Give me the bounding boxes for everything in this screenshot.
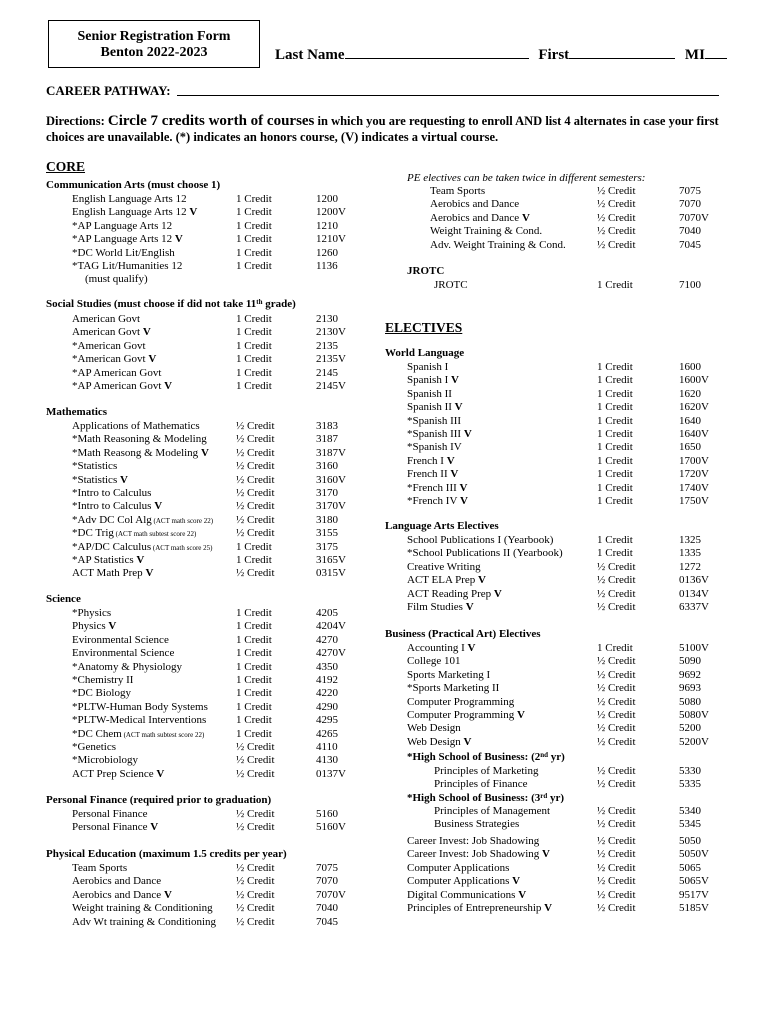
course-code: 2135V bbox=[316, 353, 346, 366]
course-name: Principles of Finance bbox=[434, 778, 528, 791]
category-personal-finance: Personal Finance (required prior to graduation) bbox=[46, 794, 272, 806]
course-code: 5160 bbox=[316, 808, 338, 820]
course-code: 5065 bbox=[679, 861, 701, 874]
course-name: Sports Marketing I bbox=[407, 668, 491, 681]
course-credit: ½ Credit bbox=[597, 211, 636, 224]
course-code: 1640V bbox=[679, 428, 709, 440]
course-code: 3155 bbox=[316, 527, 338, 540]
course-code: 5100V bbox=[679, 642, 709, 654]
course-code: 4204V bbox=[316, 620, 346, 633]
category-hsb-2nd-year: *High School of Business: (2nd yr) bbox=[407, 751, 565, 763]
course-credit: 1 Credit bbox=[597, 428, 633, 440]
course-credit: ½ Credit bbox=[597, 765, 636, 777]
course-name: *American Govt bbox=[72, 339, 146, 352]
course-name: *Anatomy & Physiology bbox=[72, 660, 183, 673]
course-code: 1720V bbox=[679, 468, 709, 481]
course-name: *DC Trig (ACT math subtest score 22) bbox=[72, 527, 197, 540]
course-name: Spanish II bbox=[407, 387, 452, 400]
course-name: *Physics bbox=[72, 607, 112, 619]
course-code: 7070V bbox=[679, 211, 709, 224]
course-name: (must qualify) bbox=[85, 273, 148, 286]
course-credit: 1 Credit bbox=[236, 313, 272, 325]
course-code: 5065V bbox=[679, 875, 709, 888]
career-pathway bbox=[46, 83, 171, 99]
course-credit: ½ Credit bbox=[597, 198, 636, 211]
course-credit: ½ Credit bbox=[236, 902, 275, 915]
course-name: Computer Programming bbox=[407, 695, 515, 708]
course-name: English Language Arts 12 V bbox=[72, 206, 198, 219]
course-credit: ½ Credit bbox=[597, 668, 636, 681]
course-code: 7040 bbox=[316, 902, 338, 915]
category-physical-education: Physical Education (maximum 1.5 credits per year) bbox=[46, 848, 287, 860]
course-name: Spanish I V bbox=[407, 374, 459, 387]
course-credit: 1 Credit bbox=[236, 366, 272, 379]
course-credit: ½ Credit bbox=[236, 433, 275, 446]
course-name: Creative Writing bbox=[407, 560, 481, 573]
course-credit: 1 Credit bbox=[236, 339, 272, 352]
course-code: 3160 bbox=[316, 460, 338, 473]
course-name: Principles of Management bbox=[434, 805, 551, 817]
course-code: 5340 bbox=[679, 805, 701, 817]
course-credit: ½ Credit bbox=[597, 875, 636, 888]
course-credit: 1 Credit bbox=[236, 660, 272, 673]
course-credit: 1 Credit bbox=[597, 361, 633, 373]
course-code: 3183 bbox=[316, 420, 338, 432]
course-name: *PLTW-Human Body Systems bbox=[72, 700, 208, 713]
course-name: Computer Programming V bbox=[407, 709, 525, 721]
electives-heading: ELECTIVES bbox=[385, 320, 463, 335]
course-code: 3170 bbox=[316, 487, 338, 499]
core-heading: CORE bbox=[46, 159, 86, 174]
course-code: 5050 bbox=[679, 835, 701, 847]
course-code: 7070 bbox=[316, 875, 338, 888]
course-credit: ½ Credit bbox=[597, 709, 636, 721]
course-name: Applications of Mathematics bbox=[72, 420, 200, 432]
course-name: Aerobics and Dance bbox=[430, 198, 520, 211]
course-code: 7045 bbox=[316, 915, 338, 928]
course-name: Career Invest: Job Shadowing V bbox=[407, 848, 550, 861]
course-credit: ½ Credit bbox=[597, 722, 636, 735]
course-credit: ½ Credit bbox=[597, 805, 636, 817]
course-credit: ½ Credit bbox=[236, 487, 275, 499]
category-language-arts-electives: Language Arts Electives bbox=[385, 520, 499, 532]
course-code: 1750V bbox=[679, 495, 709, 507]
course-credit: ½ Credit bbox=[236, 754, 275, 767]
course-name: Aerobics and Dance bbox=[72, 875, 162, 888]
course-name: *French IV V bbox=[407, 495, 468, 507]
course-name: *DC Biology bbox=[72, 687, 131, 700]
course-code: 1210V bbox=[316, 233, 346, 246]
jrotc-heading: JROTC bbox=[407, 265, 445, 277]
course-name: Accounting I V bbox=[407, 642, 476, 654]
course-name: Personal Finance bbox=[72, 808, 148, 820]
course-name: Environmental Science bbox=[72, 647, 175, 660]
course-name: *PLTW-Medical Interventions bbox=[72, 714, 207, 727]
course-credit: ½ Credit bbox=[236, 767, 275, 780]
course-credit: 1 Credit bbox=[597, 279, 633, 291]
course-code: 1740V bbox=[679, 481, 709, 494]
course-credit: ½ Credit bbox=[597, 238, 636, 251]
course-name: Personal Finance V bbox=[72, 821, 159, 834]
course-name: American Govt bbox=[72, 313, 141, 325]
course-code: 3187 bbox=[316, 433, 338, 446]
course-name: Weight training & Conditioning bbox=[72, 902, 213, 915]
course-credit: ½ Credit bbox=[597, 818, 636, 831]
course-name: JROTC bbox=[434, 279, 468, 291]
course-code: 4290 bbox=[316, 700, 338, 713]
course-code: 2130V bbox=[316, 326, 346, 339]
course-name: ACT Math Prep V bbox=[72, 567, 154, 580]
course-name: Film Studies V bbox=[407, 601, 474, 613]
course-credit: 1 Credit bbox=[236, 687, 272, 700]
course-credit: 1 Credit bbox=[236, 246, 272, 259]
course-name: Digital Communications V bbox=[407, 888, 527, 901]
course-credit: ½ Credit bbox=[236, 513, 275, 526]
course-credit: 1 Credit bbox=[236, 700, 272, 713]
course-code: 4265 bbox=[316, 727, 338, 740]
course-credit: ½ Credit bbox=[236, 888, 275, 901]
course-credit: ½ Credit bbox=[236, 862, 275, 874]
career-pathway-field[interactable] bbox=[177, 95, 719, 96]
course-name: *DC Chem (ACT math subtest score 22) bbox=[72, 727, 205, 740]
course-code: 0136V bbox=[679, 574, 709, 587]
course-code: 3170V bbox=[316, 500, 346, 513]
course-name: *Statistics bbox=[72, 460, 118, 473]
course-credit: 1 Credit bbox=[236, 260, 272, 272]
course-credit: 1 Credit bbox=[597, 468, 633, 481]
course-code: 1260 bbox=[316, 246, 338, 259]
course-credit: ½ Credit bbox=[597, 655, 636, 668]
course-code: 5200 bbox=[679, 722, 701, 735]
course-name: Adv Wt training & Conditioning bbox=[72, 915, 217, 928]
course-code: 1210 bbox=[316, 219, 338, 232]
category-communication-arts: Communication Arts (must choose 1) bbox=[46, 179, 221, 191]
course-credit: ½ Credit bbox=[236, 875, 275, 888]
mi-label: MI bbox=[684, 47, 705, 63]
course-code: 3180 bbox=[316, 513, 338, 526]
course-credit: 1 Credit bbox=[236, 353, 272, 366]
course-code: 2135 bbox=[316, 339, 338, 352]
course-credit: 1 Credit bbox=[597, 401, 633, 414]
course-credit: 1 Credit bbox=[236, 380, 272, 392]
course-credit: ½ Credit bbox=[236, 915, 275, 928]
course-code: 5080 bbox=[679, 695, 701, 708]
course-code: 9692 bbox=[679, 668, 701, 681]
category-hsb-3rd-year: *High School of Business: (3rd yr) bbox=[407, 792, 565, 804]
course-name: Web Design bbox=[407, 722, 461, 735]
course-credit: ½ Credit bbox=[236, 821, 275, 834]
course-name: Principles of Entrepreneurship V bbox=[407, 902, 553, 914]
course-code: 3175 bbox=[316, 540, 338, 553]
course-credit: 1 Credit bbox=[236, 206, 272, 219]
course-name: *Adv DC Col Alg (ACT math score 22) bbox=[72, 513, 214, 526]
course-credit: 1 Credit bbox=[597, 481, 633, 494]
course-code: 1620V bbox=[679, 401, 709, 414]
first-name-field[interactable] bbox=[569, 58, 675, 59]
course-name: Web Design V bbox=[407, 735, 472, 748]
pe-note: PE electives can be taken twice in different semesters: bbox=[407, 172, 646, 184]
course-credit: ½ Credit bbox=[597, 682, 636, 695]
course-code: 5335 bbox=[679, 778, 701, 791]
course-name: *Chemistry II bbox=[72, 674, 134, 686]
course-name: *AP Language Arts 12 V bbox=[72, 233, 183, 246]
course-code: 7075 bbox=[679, 185, 701, 197]
course-credit: ½ Credit bbox=[597, 695, 636, 708]
course-code: 4350 bbox=[316, 660, 338, 673]
course-credit: ½ Credit bbox=[236, 500, 275, 513]
course-credit: ½ Credit bbox=[597, 848, 636, 861]
course-name: Career Invest: Job Shadowing bbox=[407, 835, 540, 847]
course-code: 1200V bbox=[316, 206, 346, 219]
course-code: 1136 bbox=[316, 260, 338, 272]
course-credit: ½ Credit bbox=[236, 420, 275, 432]
course-name: Evironmental Science bbox=[72, 633, 169, 646]
course-credit: 1 Credit bbox=[236, 620, 272, 633]
name-fields bbox=[275, 47, 727, 64]
course-name: Weight Training & Cond. bbox=[430, 225, 543, 238]
course-credit: ½ Credit bbox=[597, 225, 636, 238]
course-credit: ½ Credit bbox=[597, 601, 636, 613]
course-code: 7045 bbox=[679, 238, 701, 251]
course-code: 2145 bbox=[316, 366, 338, 379]
course-name: *Spanish III V bbox=[407, 428, 472, 440]
course-name: *Intro to Calculus V bbox=[72, 500, 163, 513]
course-name: French I V bbox=[407, 454, 455, 467]
course-name: *DC World Lit/English bbox=[72, 246, 175, 259]
course-name: ACT Prep Science V bbox=[72, 767, 165, 780]
course-code: 6337V bbox=[679, 601, 709, 613]
directions-emphasis: Circle 7 credits worth of courses bbox=[107, 113, 315, 129]
course-code: 2145V bbox=[316, 380, 346, 392]
form-year: Benton 2022-2023 bbox=[100, 45, 208, 60]
course-credit: 1 Credit bbox=[597, 642, 633, 654]
directions-label: Directions: bbox=[46, 114, 105, 128]
course-name: *AP/DC Calculus (ACT math score 25) bbox=[72, 540, 213, 553]
course-name: *Statistics V bbox=[72, 473, 128, 486]
last-name-label: Last Name bbox=[275, 47, 345, 63]
course-credit: 1 Credit bbox=[236, 219, 272, 232]
course-credit: 1 Credit bbox=[236, 714, 272, 727]
course-code: 1335 bbox=[679, 547, 701, 560]
course-name: English Language Arts 12 bbox=[72, 193, 187, 205]
course-name: *AP American Govt V bbox=[72, 380, 173, 392]
course-code: 9693 bbox=[679, 682, 701, 695]
course-code: 3160V bbox=[316, 473, 346, 486]
course-name: *French III V bbox=[407, 481, 468, 494]
course-code: 4270 bbox=[316, 633, 338, 646]
course-credit: 1 Credit bbox=[597, 534, 633, 546]
course-code: 5200V bbox=[679, 735, 709, 748]
course-code: 1600 bbox=[679, 361, 701, 373]
course-code: 7075 bbox=[316, 862, 338, 874]
course-name: Adv. Weight Training & Cond. bbox=[430, 238, 566, 251]
form-title-box bbox=[48, 20, 260, 68]
course-credit: 1 Credit bbox=[236, 193, 272, 205]
course-name: Business Strategies bbox=[434, 818, 520, 831]
mi-field[interactable] bbox=[705, 58, 727, 59]
course-code: 1272 bbox=[679, 560, 701, 573]
course-name: Principles of Marketing bbox=[434, 765, 539, 777]
course-code: 0134V bbox=[679, 587, 709, 600]
course-name: *Genetics bbox=[72, 741, 116, 753]
course-credit: ½ Credit bbox=[236, 808, 275, 820]
course-code: 2130 bbox=[316, 313, 338, 325]
course-credit: ½ Credit bbox=[597, 861, 636, 874]
course-credit: 1 Credit bbox=[236, 647, 272, 660]
last-name-field[interactable] bbox=[345, 58, 529, 59]
category-world-language: World Language bbox=[385, 347, 465, 359]
course-code: 1620 bbox=[679, 387, 701, 400]
directions-text: in which you are requesting to enroll AND list 4 alternates in case your first choices are unavailable. (*) indicates an honors course, (V) indicates a virtual course. bbox=[46, 114, 719, 144]
course-credit: 1 Credit bbox=[597, 374, 633, 387]
course-code: 7070V bbox=[316, 888, 346, 901]
course-code: 1600V bbox=[679, 374, 709, 387]
course-name: College 101 bbox=[407, 655, 461, 668]
course-credit: ½ Credit bbox=[236, 460, 275, 473]
category-mathematics: Mathematics bbox=[46, 406, 108, 418]
course-credit: 1 Credit bbox=[236, 233, 272, 246]
course-credit: 1 Credit bbox=[236, 727, 272, 740]
course-name: ACT Reading Prep V bbox=[407, 587, 502, 600]
course-code: 4295 bbox=[316, 714, 338, 727]
course-code: 7100 bbox=[679, 279, 701, 291]
course-credit: ½ Credit bbox=[236, 527, 275, 540]
course-name: *Sports Marketing II bbox=[407, 682, 500, 695]
course-code: 1325 bbox=[679, 534, 701, 546]
course-code: 1700V bbox=[679, 454, 709, 467]
course-name: American Govt V bbox=[72, 326, 151, 339]
course-code: 5185V bbox=[679, 902, 709, 914]
course-code: 4205 bbox=[316, 607, 338, 619]
course-credit: ½ Credit bbox=[597, 560, 636, 573]
course-code: 0137V bbox=[316, 767, 346, 780]
course-credit: ½ Credit bbox=[597, 735, 636, 748]
course-name: Team Sports bbox=[72, 862, 128, 874]
form-title: Senior Registration Form bbox=[77, 29, 231, 44]
course-credit: 1 Credit bbox=[236, 607, 272, 619]
course-name: *Microbiology bbox=[72, 754, 138, 767]
course-name: Computer Applications bbox=[407, 861, 510, 874]
course-name: Physics V bbox=[72, 620, 117, 633]
first-name-label: First bbox=[538, 47, 570, 63]
course-credit: ½ Credit bbox=[597, 902, 636, 914]
course-name: ACT ELA Prep V bbox=[407, 574, 486, 587]
course-name: Aerobics and Dance V bbox=[430, 211, 530, 224]
course-name: *Spanish III bbox=[407, 414, 462, 427]
course-credit: ½ Credit bbox=[597, 835, 636, 847]
course-credit: ½ Credit bbox=[597, 185, 636, 197]
course-code: 0315V bbox=[316, 567, 346, 580]
course-code: 3165V bbox=[316, 554, 346, 566]
course-credit: ½ Credit bbox=[597, 574, 636, 587]
course-credit: ½ Credit bbox=[597, 587, 636, 600]
course-name: Spanish II V bbox=[407, 401, 463, 414]
course-credit: 1 Credit bbox=[597, 547, 633, 560]
course-credit: 1 Credit bbox=[236, 633, 272, 646]
course-code: 4220 bbox=[316, 687, 338, 700]
course-credit: ½ Credit bbox=[236, 473, 275, 486]
course-credit: ½ Credit bbox=[597, 778, 636, 791]
category-business-electives: Business (Practical Art) Electives bbox=[385, 628, 541, 640]
category-science: Science bbox=[46, 593, 81, 605]
course-code: 5090 bbox=[679, 655, 701, 668]
course-name: *Math Reasoning & Modeling bbox=[72, 433, 207, 446]
course-credit: 1 Credit bbox=[597, 414, 633, 427]
course-name: *AP Language Arts 12 bbox=[72, 219, 173, 232]
course-name: *AP American Govt bbox=[72, 366, 162, 379]
course-name: Team Sports bbox=[430, 185, 486, 197]
course-name: *Intro to Calculus bbox=[72, 487, 152, 499]
course-code: 1640 bbox=[679, 414, 701, 427]
course-code: 4192 bbox=[316, 674, 338, 686]
course-credit: ½ Credit bbox=[236, 741, 275, 753]
course-name: *American Govt V bbox=[72, 353, 157, 366]
course-name: French II V bbox=[407, 468, 459, 481]
course-code: 5080V bbox=[679, 709, 709, 721]
course-credit: 1 Credit bbox=[597, 495, 633, 507]
course-code: 1200 bbox=[316, 193, 338, 205]
course-credit: 1 Credit bbox=[236, 326, 272, 339]
career-pathway-label: CAREER PATHWAY: bbox=[46, 83, 171, 98]
course-credit: ½ Credit bbox=[236, 567, 275, 580]
course-code: 9517V bbox=[679, 888, 709, 901]
course-credit: ½ Credit bbox=[236, 446, 275, 459]
course-name: School Publications I (Yearbook) bbox=[407, 534, 554, 546]
course-credit: 1 Credit bbox=[597, 441, 633, 454]
course-name: Computer Applications V bbox=[407, 875, 521, 888]
course-credit: 1 Credit bbox=[597, 454, 633, 467]
directions bbox=[46, 113, 726, 145]
course-code: 5330 bbox=[679, 765, 701, 777]
course-code: 5050V bbox=[679, 848, 709, 861]
course-code: 4270V bbox=[316, 647, 346, 660]
course-name: *School Publications II (Yearbook) bbox=[407, 547, 563, 560]
course-name: *TAG Lit/Humanities 12 bbox=[72, 260, 183, 272]
course-name: Spanish I bbox=[407, 361, 449, 373]
course-code: 7070 bbox=[679, 198, 701, 211]
course-code: 3187V bbox=[316, 446, 346, 459]
course-code: 4110 bbox=[316, 741, 338, 753]
course-credit: 1 Credit bbox=[236, 540, 272, 553]
course-code: 5160V bbox=[316, 821, 346, 834]
course-code: 1650 bbox=[679, 441, 701, 454]
course-code: 7040 bbox=[679, 225, 701, 238]
course-credit: ½ Credit bbox=[597, 888, 636, 901]
course-credit: 1 Credit bbox=[236, 554, 272, 566]
course-credit: 1 Credit bbox=[236, 674, 272, 686]
course-credit: 1 Credit bbox=[597, 387, 633, 400]
course-code: 5345 bbox=[679, 818, 701, 831]
category-social-studies: Social Studies (must choose if did not take 11th grade) bbox=[46, 298, 296, 310]
course-name: *Spanish IV bbox=[407, 441, 462, 454]
course-name: *Math Reasong & Modeling V bbox=[72, 446, 209, 459]
course-code: 4130 bbox=[316, 754, 338, 767]
course-name: Aerobics and Dance V bbox=[72, 888, 172, 901]
course-name: *AP Statistics V bbox=[72, 554, 145, 566]
